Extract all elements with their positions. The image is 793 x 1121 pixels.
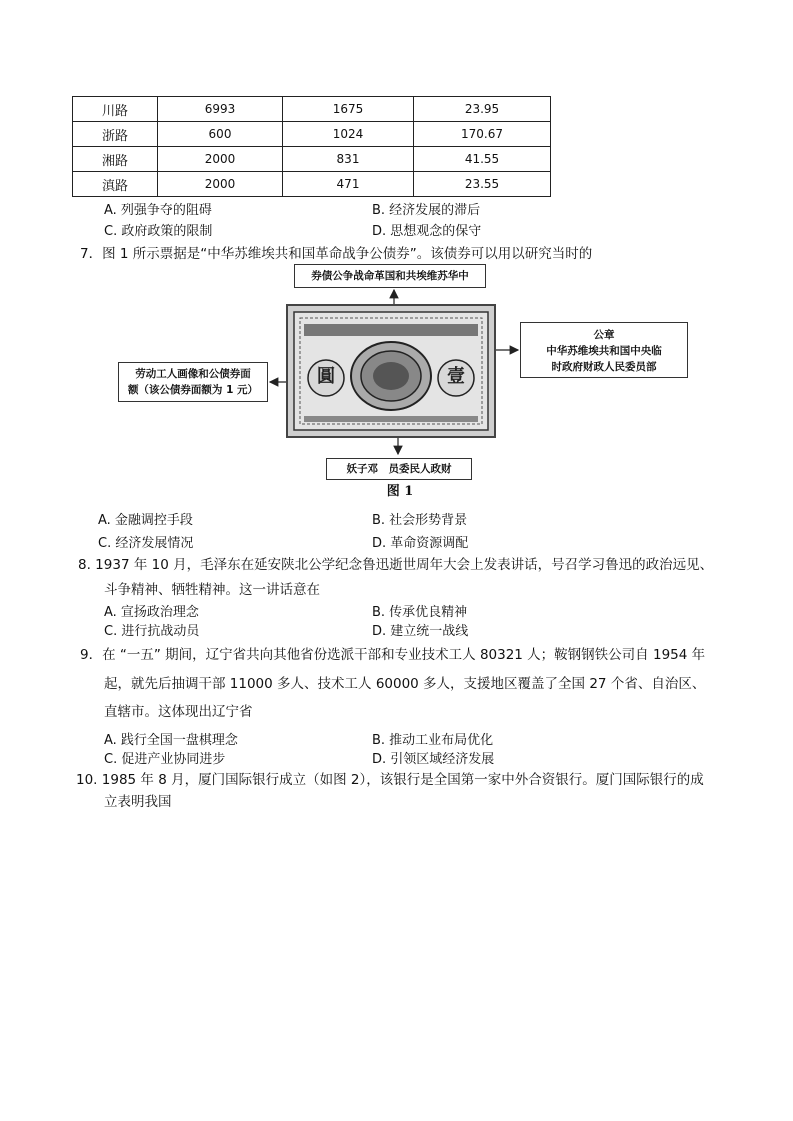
q8-option-a[interactable]: A. 宣扬政治理念: [104, 605, 199, 620]
q10-stem-line2: 立表明我国: [104, 794, 172, 810]
table-cell: 1024: [283, 122, 414, 147]
q10-stem-line1: 10. 1985 年 8 月，厦门国际银行成立（如图 2），该银行是全国第一家中外合资银行。厦门国际银行的成: [76, 772, 704, 788]
table-cell: 831: [283, 147, 414, 172]
q6-option-a[interactable]: A. 列强争夺的阻碍: [104, 203, 212, 218]
figure-arrows: [0, 0, 793, 520]
figure-right-label-line2: 时政府财政人民委员部: [551, 361, 657, 373]
table-cell: 湘路: [73, 147, 158, 172]
q8-option-c[interactable]: C. 进行抗战动员: [104, 624, 200, 639]
figure-left-label-line1: 劳动工人画像和公债券面: [135, 368, 251, 380]
figure-left-label-line2: 额（该公债券面额为 1 元）: [127, 384, 259, 396]
table-cell: 2000: [158, 172, 283, 197]
q6-option-d[interactable]: D. 思想观念的保守: [372, 224, 482, 239]
table-cell: 23.95: [414, 97, 551, 122]
q6-option-c[interactable]: C. 政府政策的限制: [104, 224, 213, 239]
figure-top-label: 券债公争战命革国和共埃维苏华中: [294, 264, 486, 288]
bond-char-right: 壹: [447, 366, 465, 387]
q9-option-b[interactable]: B. 推动工业布局优化: [372, 733, 494, 748]
table-cell: 川路: [73, 97, 158, 122]
bond-char-left: 圓: [317, 366, 335, 387]
q8-stem-line1: 8. 1937 年 10 月，毛泽东在延安陕北公学纪念鲁迅逝世周年大会上发表讲话，号召学习鲁迅的政治远见、: [78, 557, 714, 573]
table-cell: 170.67: [414, 122, 551, 147]
table-cell: 浙路: [73, 122, 158, 147]
table-cell: 1675: [283, 97, 414, 122]
figure-right-label: [520, 322, 688, 378]
q7-option-b[interactable]: B. 社会形势背景: [372, 513, 468, 528]
q9-option-c[interactable]: C. 促进产业协同进步: [104, 752, 226, 767]
table-cell: 600: [158, 122, 283, 147]
q7-option-c[interactable]: C. 经济发展情况: [98, 536, 194, 551]
q6-option-b[interactable]: B. 经济发展的滞后: [372, 203, 481, 218]
figure-left-label: [118, 362, 268, 402]
q8-stem-line2: 斗争精神、牺牲精神。这一讲话意在: [104, 582, 320, 598]
q7-option-a[interactable]: A. 金融调控手段: [98, 513, 193, 528]
q9-stem-line1: 9．在 “一五” 期间，辽宁省共向其他省份选派干部和专业技术工人 80321 人；鞍钢钢铁公司自 1954 年: [80, 647, 706, 663]
figure-bottom-label: 妖子邓 员委民人政财: [326, 458, 472, 480]
table-cell: 2000: [158, 147, 283, 172]
q9-option-d[interactable]: D. 引领区域经济发展: [372, 752, 495, 767]
q7-stem: 7．图 1 所示票据是“中华苏维埃共和国革命战争公债券”。该债券可以用以研究当时的: [80, 246, 593, 262]
table-cell: 471: [283, 172, 414, 197]
q8-option-b[interactable]: B. 传承优良精神: [372, 605, 468, 620]
figure-right-label-line1: 中华苏维埃共和国中央临: [546, 345, 662, 357]
table-cell: 41.55: [414, 147, 551, 172]
table-cell: 滇路: [73, 172, 158, 197]
table-cell: 6993: [158, 97, 283, 122]
q7-option-d[interactable]: D. 革命资源调配: [372, 536, 469, 551]
figure-caption: 图 1: [386, 484, 414, 499]
q9-option-a[interactable]: A. 践行全国一盘棋理念: [104, 733, 238, 748]
figure-right-label-title: 公章: [593, 329, 615, 341]
q9-stem-line3: 直辖市。这体现出辽宁省: [104, 704, 253, 720]
q9-stem-line2: 起，就先后抽调干部 11000 多人、技术工人 60000 多人，支援地区覆盖了全国 27 个省、自治区、: [104, 676, 706, 692]
q8-option-d[interactable]: D. 建立统一战线: [372, 624, 469, 639]
table-cell: 23.55: [414, 172, 551, 197]
bond-image: [286, 304, 496, 438]
